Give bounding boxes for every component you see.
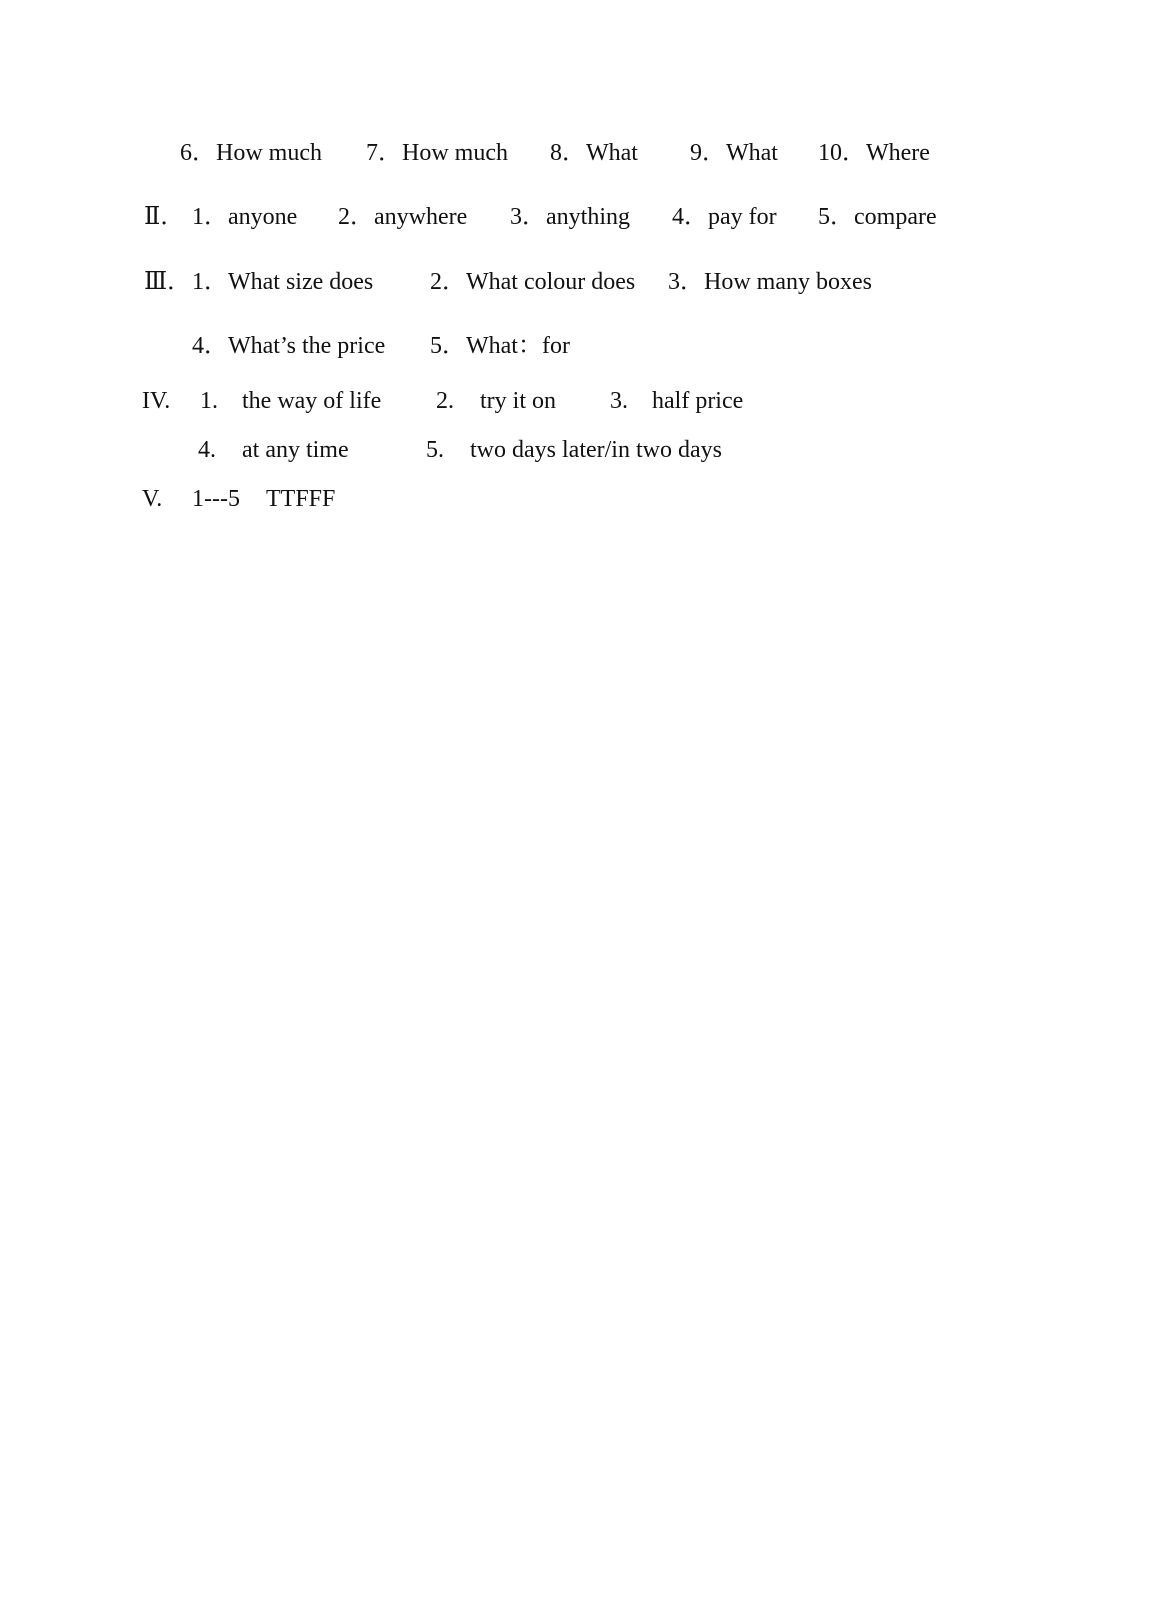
answer-item: 8．What [550, 140, 638, 166]
item-number: 4. [198, 437, 216, 463]
answer-text: try it on [480, 388, 556, 414]
answer-item: 4．pay for [672, 204, 777, 230]
section-marker: Ⅱ． [144, 204, 185, 230]
item-number: 1. [200, 388, 218, 414]
answer-item: 2．What colour does [430, 269, 636, 295]
answer-item: 2．anywhere [338, 204, 468, 230]
answer-item: 10．Where [818, 140, 930, 166]
section-v-line [0, 484, 1164, 634]
answer-item: 6．How much [180, 140, 322, 166]
answer-item: 3．anything [510, 204, 630, 230]
answer-text: the way of life [242, 388, 382, 414]
section-marker: IV. [142, 388, 171, 414]
answer-text: two days later/in two days [470, 437, 722, 463]
item-number: 2. [436, 388, 454, 414]
answer-item: 3．How many boxes [668, 269, 872, 295]
answer-item: 5．compare [818, 204, 937, 230]
section-marker: V. [142, 486, 163, 512]
answer-text: TTFFF [266, 486, 336, 512]
item-number: 3. [610, 388, 628, 414]
answer-item: 4．What’s the price [192, 333, 386, 359]
section-marker: Ⅲ． [144, 269, 192, 295]
item-number: 5. [426, 437, 444, 463]
answer-item: 7．How much [366, 140, 508, 166]
answer-item: 9．What [690, 140, 778, 166]
answer-range: 1---5 [192, 486, 240, 512]
answer-item: 1．What size does [192, 269, 374, 295]
answer-text: at any time [242, 437, 349, 463]
answer-text: half price [652, 388, 744, 414]
answer-item: 5．What：for [430, 333, 570, 359]
answer-item: 1．anyone [192, 204, 298, 230]
